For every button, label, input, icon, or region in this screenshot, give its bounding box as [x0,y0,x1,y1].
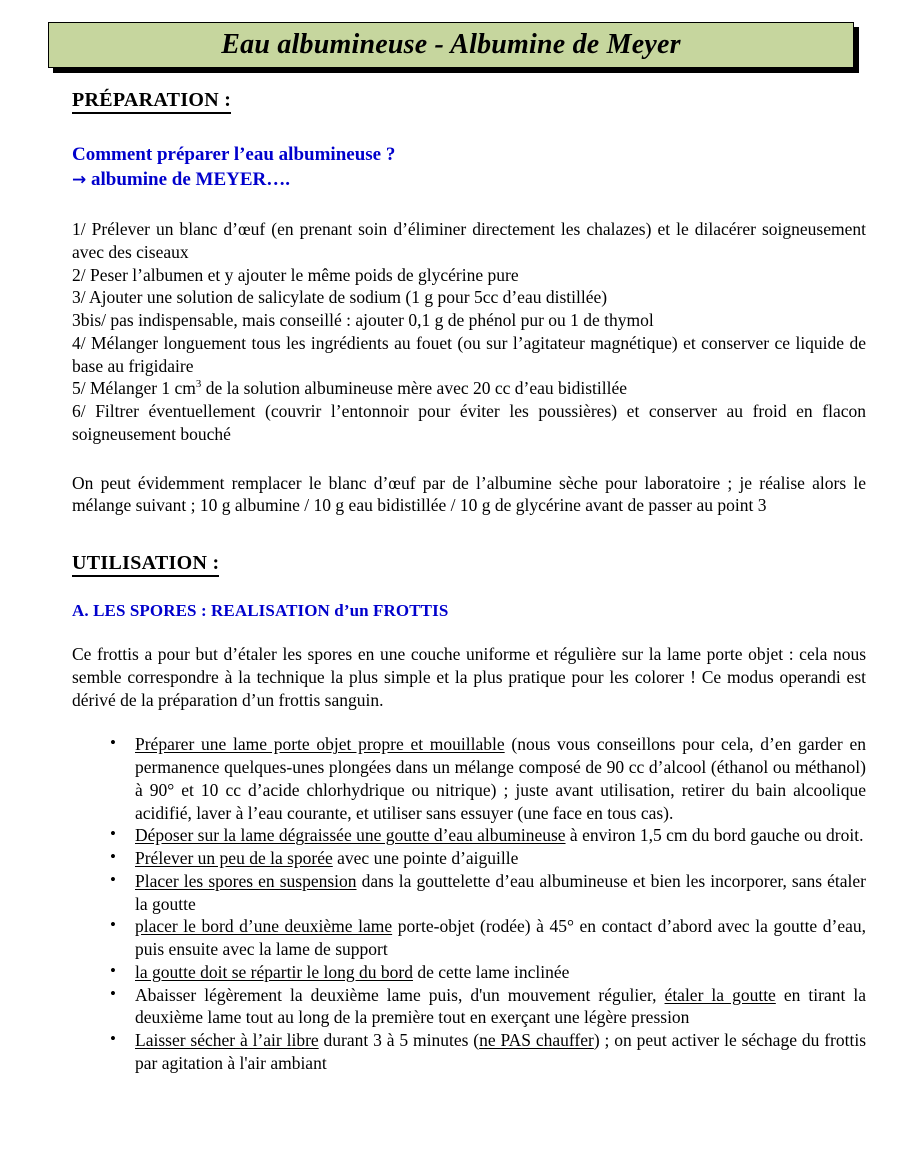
list-item-emphasis: Laisser sécher à l’air libre [135,1030,319,1051]
preparation-step-4: 4/ Mélanger longuement tous les ingrédients au fouet (ou sur l’agitateur magnétique) et conserver ce liquide de base au frigidaire [72,332,866,376]
preparation-question: Comment préparer l’eau albumineuse ? [72,144,396,165]
list-item-prefix: Abaisser légèrement la deuxième lame puis, d'un mouvement régulier, [135,984,665,1005]
list-item-emphasis: Déposer sur la lame dégraissée une goutte d’eau albumineuse [135,825,566,846]
list-item-emphasis: Préparer une lame porte objet propre et mouillable [135,734,505,755]
list-item-emphasis: la goutte doit se répartir le long du bord [135,961,413,982]
preparation-step-3: 3/ Ajouter une solution de salicylate de sodium (1 g pour 5cc d’eau distillée) [72,287,608,308]
list-item-emphasis: placer le bord d’une deuxième lame [135,916,393,937]
frottis-steps-list [72,733,866,1074]
preparation-step-6: 6/ Filtrer éventuellement (couvrir l’entonnoir pour éviter les poussières) et conserver au froid en flacon soigneusement bouché [72,401,866,444]
list-item-text: à environ 1,5 cm du bord gauche ou droit. [565,825,864,846]
preparation-step-3bis: 3bis/ pas indispensable, mais conseillé : ajouter 0,1 g de phénol pur ou 1 de thymol [72,310,654,331]
list-item [72,984,866,1030]
list-item [72,847,866,870]
arrow-right-icon: → [72,170,87,191]
list-item-text: durant 3 à 5 minutes ( [318,1030,480,1051]
preparation-step-5-prefix: 5/ Mélanger 1 cm [72,378,196,399]
subsection-a-title: A. LES SPORES : REALISATION d’un FROTTIS [72,601,449,621]
list-item-emphasis-secondary: ne PAS chauffer [479,1030,594,1051]
preparation-step-1: 1/ Prélever un blanc d’œuf (en prenant soin d’éliminer directement les chalazes) et le dilacérer soigneusement avec des ciseaux [72,219,866,262]
list-item [72,870,866,916]
document-content [72,88,866,1075]
heading-utilisation-label: UTILISATION : [72,552,219,577]
list-item-emphasis: Prélever un peu de la sporée [135,848,333,869]
preparation-step-5-exponent: 3 [195,378,202,391]
list-item-text: (nous vous conseillons pour cela, d’en garder en permanence quelques-unes plongées dans un mélange composé de 90 cc d’alcool (éthanol ou méthanol) à 90° et 10 cc d’acide chlorhydrique ou nitrique) ; juste avant utilisation, retirer du bain alcoolique acidifié, laver à l’eau courante, et utiliser sans essuyer (une face en tous cas). [135,734,866,823]
heading-utilisation [72,551,866,575]
list-item [72,733,866,824]
list-item [72,915,866,961]
heading-preparation [72,88,866,112]
list-item-text: dans la gouttelette d’eau albumineuse et bien les incorporer, sans étaler la goutte [135,870,866,914]
preparation-step-5-suffix: de la solution albumineuse mère avec 20 cc d’eau bidistillée [201,378,628,399]
list-item-emphasis: étaler la goutte [664,984,776,1005]
title-banner [48,22,854,68]
list-item [72,1029,866,1075]
list-item-text-secondary: ) ; on peut activer le séchage du frottis par agitation à l'air ambiant [135,1030,866,1073]
list-item [72,824,866,847]
preparation-step-5 [72,377,866,400]
title-banner-box [48,22,854,68]
list-item-emphasis: Placer les spores en suspension [135,870,357,891]
list-item-text: porte-objet (rodée) à 45° en contact d’abord avec la goutte d’eau, puis ensuite avec la lame de support [135,916,866,960]
preparation-note: On peut évidemment remplacer le blanc d’œuf par de l’albumine sèche pour laboratoire ; je réalise alors le mélange suivant ; 10 g albumine / 10 g eau bidistillée / 10 g de glycérine avant de passer au point 3 [72,472,866,516]
preparation-step-2: 2/ Peser l’albumen et y ajouter le même poids de glycérine pure [72,264,519,285]
heading-preparation-label: PRÉPARATION : [72,89,231,114]
document-title: Eau albumineuse - Albumine de Meyer [221,29,681,60]
list-item-text: en tirant la deuxième lame tout au long de la première tout en exerçant une légère pression [135,984,866,1028]
preparation-arrow-text: albumine de MEYER…. [91,169,290,191]
subsection-a-intro: Ce frottis a pour but d’étaler les spores en une couche uniforme et régulière sur la lame porte objet : cela nous semble correspondre à la technique la plus simple et la plus pratique pour les colorer ! Ce modus operandi est dérivé de la préparation d’un frottis sanguin. [72,644,866,710]
list-item [72,961,866,984]
preparation-arrow-line [72,167,866,192]
list-item-text: avec une pointe d’aiguille [332,848,519,869]
list-item-text: de cette lame inclinée [412,961,570,982]
